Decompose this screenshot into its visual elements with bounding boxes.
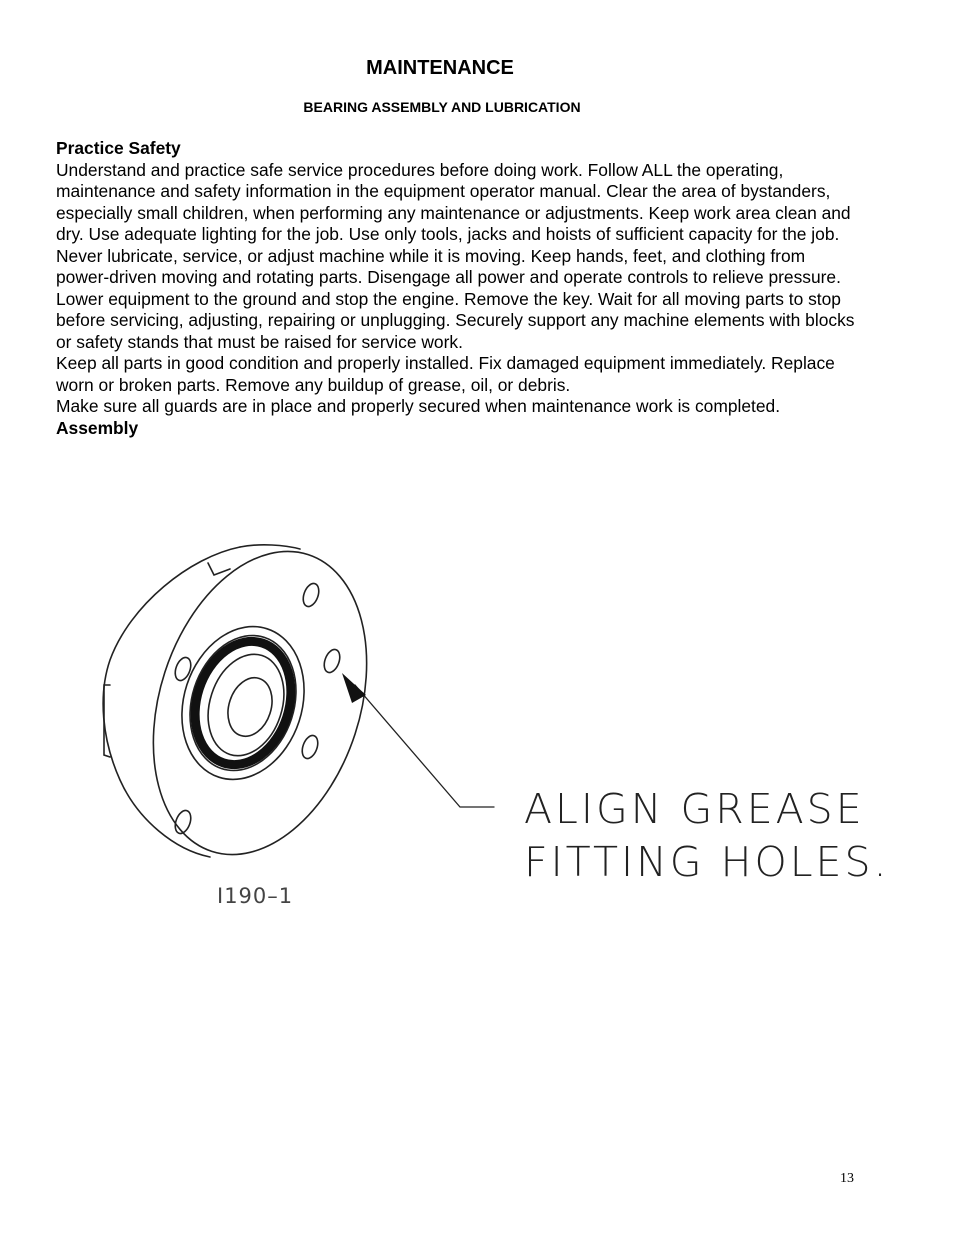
callout-line: ALIGN GREASE [524,785,865,833]
section-subtitle: BEARING ASSEMBLY AND LUBRICATION [303,99,581,115]
page-title: MAINTENANCE [366,57,514,79]
safety-paragraph: Make sure all guards are in place and properly secured when maintenance work is completed. [56,396,781,416]
safety-paragraph: Keep all parts in good condition and properly installed. Fix damaged equipment immediately. Replace worn or broken parts. Remove any buildup of grease, oil, or debris. [56,353,835,395]
body-text [56,138,856,439]
safety-paragraph: Understand and practice safe service procedures before doing work. Follow ALL the operating, maintenance and safety information in the equipment operator manual. Clear the area of bystanders, especially small children, when performing any maintenance or adjustments. Keep work area clean and dry. Use adequate lighting for the job. Use only tools, jacks and hoists of sufficient capacity for the job. [56,159,851,244]
assembly-heading: Assembly [56,417,139,438]
figure-callout [524,783,890,889]
callout-line: FITTING HOLES. [524,838,890,886]
safety-paragraph: Never lubricate, service, or adjust machine while it is moving. Keep hands, feet, and clothing from power-driven moving and rotating parts. Disengage all power and operate controls to relieve pressure. Lower equipment to the ground and stop the engine. Remove the key. Wait for all moving parts to stop before servicing, adjusting, repairing or unplugging. Securely support any machine elements with blocks or safety stands that must be raised for service work. [56,245,855,352]
bearing-assembly-drawing [90,535,530,875]
figure-id: I190–1 [217,884,294,908]
page-number: 13 [840,1171,854,1186]
safety-heading: Practice Safety [56,138,181,158]
